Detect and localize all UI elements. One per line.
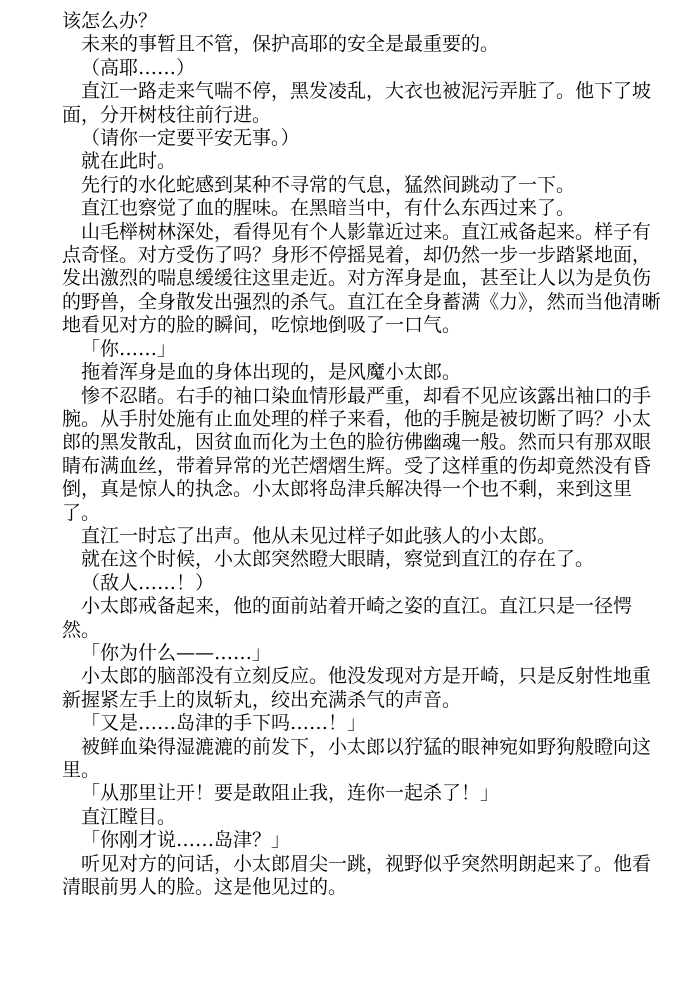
paragraph: 拖着浑身是血的身体出现的，是风魔小太郎。 bbox=[81, 361, 462, 384]
paragraph: 「又是……岛津的手下吗……！」 bbox=[81, 712, 367, 735]
paragraph: 听见对方的问话，小太郎眉尖一跳，视野似乎突然明朗起来了。他看清眼前男人的脸。这是他见过的。 bbox=[62, 852, 652, 899]
paragraph: 惨不忍睹。右手的袖口染血情形最严重，却看不见应该露出袖口的手腕。从手肘处施有止血处理的样子来看，他的手腕是被切断了吗？小太郎的黑发散乱，因贫血而化为土色的脸彷佛幽魂一般。然而只有那双眼睛布满血丝，带着异常的光芒熠熠生辉。受了这样重的伤却竟然没有昏倒，真是惊人的执念。小太郎将岛津兵解决得一个也不剩，来到这里了。 bbox=[62, 384, 652, 524]
paragraph: 就在此时。 bbox=[81, 150, 177, 173]
paragraph: （高耶……） bbox=[81, 56, 196, 79]
paragraph: 「从那里让开！要是敢阻止我，连你一起杀了！」 bbox=[81, 782, 500, 805]
paragraph: 山毛榉树林深处，看得见有个人影靠近过来。直江戒备起来。样子有点奇怪。对方受伤了吗？身形不停摇晃着，却仍然一步一步踏紧地面，发出激烈的喘息缓缓往这里走近。对方浑身是血，甚至让人以为是负伤的野兽，全身散发出强烈的杀气。直江在全身蓄满《力》，然而当他清晰地看见对方的脸的瞬间，吃惊地倒吸了一口气。 bbox=[62, 220, 661, 337]
paragraph: 「你刚才说……岛津？」 bbox=[81, 829, 291, 852]
paragraph: 就在这个时候，小太郎突然瞪大眼睛，察觉到直江的存在了。 bbox=[81, 548, 595, 571]
paragraph: 被鲜血染得湿漉漉的前发下，小太郎以狞猛的眼神宛如野狗般瞪向这里。 bbox=[62, 735, 652, 781]
paragraph: 直江也察觉了血的腥味。在黑暗当中，有什么东西过来了。 bbox=[81, 197, 576, 220]
paragraph: 「你为什么——……」 bbox=[81, 641, 272, 664]
paragraph: 「你……」 bbox=[81, 337, 177, 360]
paragraph: （敌人……！） bbox=[81, 571, 215, 594]
paragraph: 直江瞠目。 bbox=[81, 805, 177, 828]
paragraph: 先行的水化蛇感到某种不寻常的气息，猛然间跳动了一下。 bbox=[81, 173, 576, 196]
paragraph: 该怎么办？ bbox=[62, 10, 158, 32]
paragraph: 直江一路走来气喘不停，黑发凌乱，大衣也被泥污弄脏了。他下了坡面，分开树枝往前行进。 bbox=[62, 80, 652, 126]
paragraph: （请你一定要平安无事。） bbox=[81, 127, 300, 150]
paragraph: 未来的事暂且不管，保护高耶的安全是最重要的。 bbox=[81, 33, 500, 56]
paragraph: 小太郎的脑部没有立刻反应。他没发现对方是开崎，只是反射性地重新握紧左手上的岚斩丸，绞出充满杀气的声音。 bbox=[62, 665, 652, 711]
paragraph: 直江一时忘了出声。他从未见过样子如此骇人的小太郎。 bbox=[81, 524, 557, 547]
paragraph: 小太郎戒备起来，他的面前站着开崎之姿的直江。直江只是一径愕然。 bbox=[62, 595, 633, 641]
novel-page bbox=[62, 10, 662, 899]
